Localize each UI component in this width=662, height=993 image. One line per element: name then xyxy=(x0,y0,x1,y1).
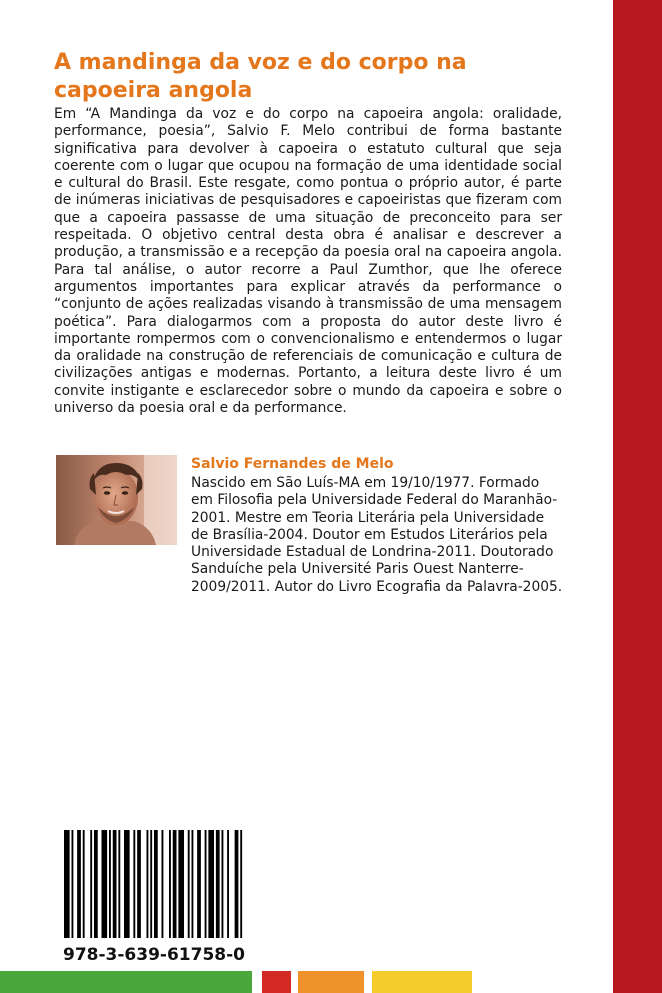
stripe-red xyxy=(262,971,291,993)
barcode-bar xyxy=(240,830,242,938)
barcode-bar xyxy=(227,830,229,938)
barcode-bar xyxy=(83,830,85,938)
barcode-bar xyxy=(118,830,120,938)
book-title: A mandinga da voz e do corpo na capoeira angola xyxy=(54,50,467,103)
barcode-bar xyxy=(197,830,201,938)
book-description: Em “A Mandinga da voz e do corpo na capoeira angola: oralidade, performance, poesia”, Salvio F. Melo contribui de forma bastante significativa para devolver à capoeira o estatuto cultural que seja coerente com o lugar que ocupou na formação de uma identidade social e cultural do Brasil. Este resgate, como pontua o próprio autor, é parte de inúmeras iniciativas de pesquisadores e capoeiristas que fizeram com que a capoeira passasse de uma situação de preconceito para ser respeitada. O objetivo central desta obra é analisar e descrever a produção, a transmissão e a recepção da poesia oral na capoeira angola. Para tal análise, o autor recorre a Paul Zumthor, que lhe oferece argumentos importantes para explicar através da performance o “conjunto de ações realizadas visando à transmissão de uma mensagem poética”. Para dialogarmos com a proposta do autor deste livro é importante rompermos com o convencionalismo e entendermos o lugar da oralidade na construção de referenciais de comunicação e cultura de civilizações antigas e modernas. Portanto, a leitura deste livro é um convite instigante e esclarecedor sobre o mundo da capoeira e sobre o universo da poesia oral e da performance. xyxy=(54,106,562,417)
barcode-bar xyxy=(137,830,141,938)
barcode-bar xyxy=(109,830,111,938)
barcode-bar xyxy=(178,830,184,938)
barcode-bar xyxy=(133,830,135,938)
barcode-bar xyxy=(102,830,108,938)
barcode-bar xyxy=(205,830,207,938)
barcode-bar xyxy=(64,830,70,938)
barcode-bar xyxy=(188,830,190,938)
barcode-bar xyxy=(124,830,130,938)
barcode-bar xyxy=(222,830,224,938)
barcode-bar xyxy=(192,830,194,938)
barcode-bar xyxy=(162,830,164,938)
barcode-bar xyxy=(173,830,177,938)
barcode-bar xyxy=(77,830,81,938)
barcode-bar xyxy=(113,830,117,938)
barcode-bar xyxy=(94,830,98,938)
spine-band xyxy=(613,0,662,993)
author-section xyxy=(191,456,563,596)
stripe-green xyxy=(0,971,252,993)
barcode-bar xyxy=(90,830,92,938)
barcode-bar xyxy=(72,830,74,938)
barcode-bar xyxy=(235,830,239,938)
barcode-bar xyxy=(169,830,171,938)
barcode-bar xyxy=(216,830,220,938)
barcode-bar xyxy=(208,830,214,938)
stripe-orange xyxy=(298,971,364,993)
barcode-bar xyxy=(150,830,152,938)
barcode xyxy=(64,830,244,938)
barcode-bar xyxy=(154,830,158,938)
author-photo xyxy=(56,455,177,545)
author-bio: Nascido em São Luís-MA em 19/10/1977. Formado em Filosofia pela Universidade Federal do Maranhão-2001. Mestre em Teoria Literária pela Universidade de Brasília-2004. Doutor em Estudos Literários pela Universidade Estadual de Londrina-2011. Doutorado Sanduíche pela Université Paris Ouest Nanterre-2009/2011. Autor do Livro Ecografia da Palavra-2005. xyxy=(191,475,563,595)
author-name: Salvio Fernandes de Melo xyxy=(191,456,394,472)
stripe-yellow xyxy=(372,971,472,993)
barcode-bar xyxy=(147,830,149,938)
isbn-number: 978-3-639-61758-0 xyxy=(63,945,245,965)
